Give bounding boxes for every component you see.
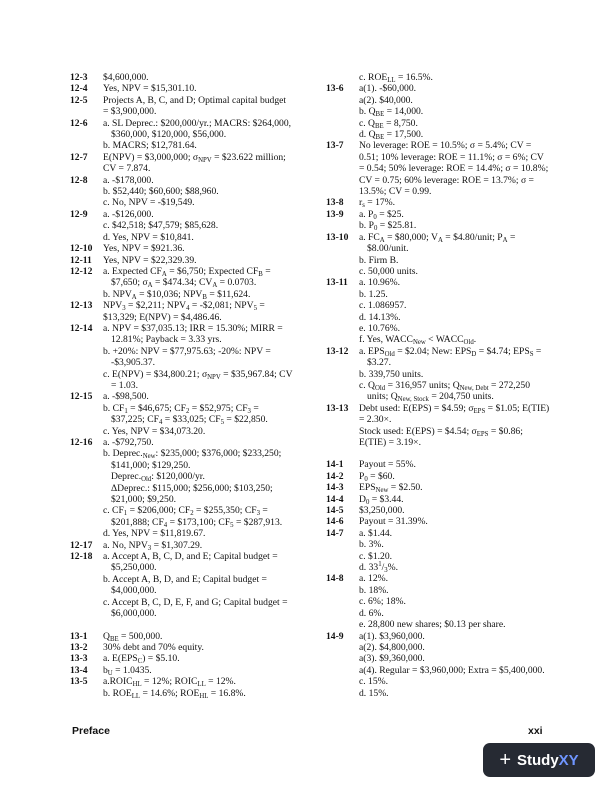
answer-line: a(2). $40,000.: [359, 94, 413, 106]
page-number: xxi: [528, 725, 543, 737]
answer-text: [103, 95, 315, 118]
problem-number: 12-12: [70, 265, 93, 277]
answer-line: a. NPV = $37,035.13; IRR = 15.30%; MIRR =: [103, 322, 283, 334]
answer-line: $21,000; $9,250.: [111, 494, 177, 506]
answer-line: CV = 7.874.: [103, 163, 151, 175]
answer-text: [359, 346, 566, 403]
answer-line: b. 339,750 units.: [359, 368, 424, 380]
answer-text: [359, 209, 566, 232]
answer-line: d. Yes, NPV = $11,819.67.: [103, 528, 206, 540]
answer-entry: [326, 471, 566, 482]
answer-entry: [70, 676, 315, 699]
answer-line: Debt used: E(EPS) = $4.59; $\sigma_{EPS}$ = $1.05; E(TIE): [359, 402, 550, 415]
answer-line: e. 10.76%.: [359, 322, 401, 334]
answer-line: c. E(NPV) = $34,800.21; $\sigma_{NPV}$ = $35,967.84; CV: [103, 368, 293, 381]
answer-line: c. $42,518; $47,579; $85,628.: [103, 220, 219, 232]
problem-number: 12-18: [70, 551, 93, 563]
answer-line: Projects A, B, C, and D; Optimal capital budget: [103, 94, 287, 106]
answer-entry: [326, 232, 566, 278]
answer-text: [103, 665, 315, 676]
answer-line: c. $1.20.: [359, 550, 393, 562]
answer-line: a. -$792,750.: [103, 437, 154, 448]
answer-line: c. $ROE_{LL} = 16.5\%$.: [359, 72, 433, 84]
problem-number: 12-8: [70, 174, 88, 186]
answer-text: [103, 551, 315, 619]
answer-entry: [326, 197, 566, 208]
answer-entry: [326, 72, 566, 83]
answer-line: d. 14.13%.: [359, 311, 401, 323]
studyxy-badge[interactable]: [483, 743, 595, 777]
answer-line: $141,000; $129,250.: [111, 459, 191, 471]
answer-line: $201,888; $CF_4$ = $173,100; $CF_5$ = $287,913.: [111, 516, 283, 529]
answer-line: $13,329; E(NPV) = $4,486.46.: [103, 311, 222, 323]
answer-text: [103, 72, 315, 83]
answer-text: [103, 653, 315, 664]
answer-entry: [326, 494, 566, 505]
answer-entry: [326, 505, 566, 516]
problem-number: 14-7: [326, 527, 344, 539]
problem-number: 13-1: [70, 630, 88, 642]
answer-entry: [70, 118, 315, 152]
answer-entry: [70, 653, 315, 664]
answer-text: [359, 494, 566, 505]
answer-line: units; $Q_{New, Stock} = 204,750$ units.: [367, 391, 494, 404]
answer-line: c. 15%.: [359, 676, 389, 688]
answer-line: b. 1.25.: [359, 288, 388, 300]
problem-number: 12-17: [70, 539, 93, 551]
answer-entry: [70, 83, 315, 94]
answer-text: [103, 118, 315, 152]
answer-line: c. $CF_1$ = $206,000; $CF_2$ = $255,350; $CF_3$ =: [103, 505, 268, 518]
answer-text: [103, 631, 315, 642]
answer-line: E(NPV) = $3,000,000; $\sigma_{NPV}$ = $23.622 million;: [103, 151, 286, 164]
answer-entry: [70, 266, 315, 300]
answer-line: d. $33^1/_3\%$.: [359, 561, 399, 575]
problem-number: 12-14: [70, 322, 93, 334]
answer-entry: [326, 140, 566, 197]
answer-line: $7,650; $\sigma_A$ = $474.34; $CV_A = 0.0703$.: [111, 277, 257, 290]
answer-line: $Deprec._{Old}$: $120,000/yr.: [111, 471, 205, 484]
answer-text: [359, 232, 566, 278]
answer-line: d. 6%.: [359, 607, 384, 619]
footer-section-title: Preface: [72, 725, 110, 737]
answer-line: c. 1.086957.: [359, 300, 407, 312]
answer-entry: [70, 95, 315, 118]
answer-line: d. Yes, NPV = $10,841.: [103, 231, 194, 243]
answer-line: a(1). -$60,000.: [359, 83, 417, 95]
answer-line: $3,250,000.: [359, 505, 405, 517]
answer-line: $a.ROIC_{HL} = 12\%$; $ROIC_{LL} = 12\%$.: [103, 676, 236, 689]
answer-line: $360,000, $120,000, $56,000.: [111, 129, 227, 141]
answer-entry: [326, 482, 566, 493]
answer-line: a. -$98,500.: [103, 391, 149, 403]
problem-number: 13-7: [326, 140, 344, 152]
answer-line: d. 15%.: [359, 687, 389, 699]
answer-line: Stock used: E(EPS) = $4.54; $\sigma_{EPS}$ = $0.86;: [359, 425, 523, 438]
answer-line: Payout = 31.39%.: [359, 516, 428, 528]
problem-number: 13-8: [326, 197, 344, 209]
answer-line: $3.27.: [367, 357, 391, 369]
answer-line: 0.51; 10% leverage: ROE = 11.1%; σ = 6%; CV: [359, 151, 544, 163]
answer-line: a. $1.44.: [359, 527, 393, 539]
problem-number: 13-5: [70, 676, 88, 688]
answer-line: $NPV_3$ = $2,211; $NPV_4$ = -$2,081; $NPV_5$ =: [103, 300, 265, 313]
answer-entry: [326, 459, 566, 470]
answer-entry: [70, 175, 315, 209]
answer-line: = $3,900,000.: [103, 106, 157, 118]
answer-line: $b_U = 1.0435$.: [103, 664, 152, 677]
answer-entry: [326, 83, 566, 140]
answer-line: b. $ROE_{LL} = 14.6\%$; $ROE_{HL} = 16.8\%$.: [103, 687, 246, 700]
answer-text: [103, 255, 315, 266]
problem-number: 13-11: [326, 277, 348, 289]
answer-line: c. $Q_{BE} = 8,750$.: [359, 117, 418, 130]
problem-number: 13-4: [70, 664, 88, 676]
answer-line: b. Firm B.: [359, 254, 399, 266]
answer-line: a(2). $4,800,000.: [359, 641, 425, 653]
answer-line: $D_0$ = $3.44.: [359, 493, 404, 506]
answer-line: $6,000,000.: [111, 608, 157, 620]
answer-line: c. Accept B, C, D, E, F, and G; Capital budget =: [103, 596, 288, 608]
answer-line: b. 3%.: [359, 539, 384, 551]
problem-number: 12-15: [70, 391, 93, 403]
answer-entry: [70, 437, 315, 540]
problem-number: 12-7: [70, 151, 88, 163]
answer-line: a. Expected $CF_A$ = $6,750; Expected $CF_B$ =: [103, 265, 271, 278]
answer-entry: [70, 631, 315, 642]
answer-line: a(3). $9,360,000.: [359, 653, 425, 665]
problem-number: 12-10: [70, 243, 93, 255]
answer-entry: [326, 209, 566, 232]
answer-entry: [70, 391, 315, 437]
answer-line: c. Yes, NPV = $34,073.20.: [103, 425, 206, 437]
answer-text: [103, 540, 315, 551]
answer-entry: [326, 631, 566, 699]
problem-number: 12-4: [70, 83, 88, 95]
answer-entry: [326, 528, 566, 574]
answer-line: -$3,905.37.: [111, 357, 155, 369]
answer-line: $8.00/unit.: [367, 243, 409, 255]
answer-line: b. $P_0$ = $25.81.: [359, 220, 417, 233]
answer-line: E(TIE) = 3.19×.: [359, 437, 421, 448]
answer-text: [359, 140, 566, 197]
answer-text: [359, 631, 566, 699]
problem-number: 14-2: [326, 470, 344, 482]
answer-line: a. $EPS_{Old}$ = $2.04; New: $EPS_D$ = $4.74; $EPS_S$ =: [359, 345, 542, 358]
answer-line: c. $Q_{Old} = 316,957$ units; $Q_{New, Debt} = 272,250$: [359, 379, 531, 392]
answer-entry: [326, 403, 566, 449]
answer-line: No leverage: ROE = 10.5%; σ = 5.4%; CV =: [359, 140, 532, 152]
problem-number: 13-13: [326, 402, 349, 414]
answer-line: 30% debt and 70% equity.: [103, 641, 204, 653]
answer-text: [103, 266, 315, 300]
answer-line: a. $P_0$ = $25.: [359, 208, 404, 221]
answer-line: b. $CF_1$ = $46,675; $CF_2$ = $52,975; $CF_3$ =: [103, 402, 259, 415]
answer-line: a. $FC_A$ = $80,000; $V_A$ = $4.80/unit; $P_A$ =: [359, 231, 516, 244]
answer-line: 12.81%; Payback = 3.33 yrs.: [111, 334, 222, 346]
answer-line: 13.5%; CV = 0.99.: [359, 186, 432, 198]
answer-text: [103, 437, 315, 540]
answer-line: b. $52,440; $60,600; $88,960.: [103, 186, 219, 198]
answer-entry: [326, 277, 566, 345]
answer-line: b. $Deprec._{New}$: $235,000; $376,000; $233,250;: [103, 448, 282, 461]
badge-text: StudyXY: [517, 751, 579, 769]
plus-icon: +: [499, 749, 511, 771]
answer-line: = 1.03.: [111, 379, 138, 391]
answer-entry: [70, 551, 315, 619]
answer-line: b. 18%.: [359, 584, 389, 596]
answer-line: a. 12%.: [359, 573, 389, 585]
answer-text: [359, 72, 566, 83]
section-gap: [70, 620, 315, 631]
answer-line: a. -$126,000.: [103, 208, 154, 220]
answer-text: [359, 471, 566, 482]
answer-line: a. -$178,000.: [103, 174, 154, 186]
problem-number: 12-11: [70, 254, 92, 266]
answer-line: Yes, NPV = $15,301.10.: [103, 83, 197, 95]
answer-entry: [70, 72, 315, 83]
answer-entry: [326, 573, 566, 630]
answer-text: [359, 459, 566, 470]
answer-column-right: [326, 72, 566, 699]
answer-entry: [326, 346, 566, 403]
answer-line: Payout = 55%.: [359, 459, 416, 471]
answer-line: a. No, $NPV_3$ = $1,307.29.: [103, 539, 203, 552]
answer-text: [359, 403, 566, 449]
problem-number: 14-5: [326, 505, 344, 517]
answer-line: c. No, NPV = -$19,549.: [103, 197, 195, 209]
problem-number: 14-3: [326, 482, 344, 494]
answer-entry: [70, 255, 315, 266]
answer-line: CV = 0.75; 60% leverage: ROE = 13.7%; σ =: [359, 174, 534, 186]
answer-text: [359, 573, 566, 630]
answer-line: a. Accept A, B, C, D, and E; Capital budget =: [103, 551, 278, 563]
answer-text: [103, 209, 315, 243]
answer-line: $4,000,000.: [111, 585, 157, 597]
answer-line: $r_s = 17\%$.: [359, 197, 396, 210]
answer-line: e. 28,800 new shares; $0.13 per share.: [359, 619, 506, 631]
problem-number: 12-16: [70, 437, 93, 448]
answer-entry: [70, 642, 315, 653]
problem-number: [326, 72, 359, 83]
problem-number: 14-8: [326, 573, 344, 585]
answer-line: Yes, NPV = $921.36.: [103, 243, 185, 255]
answer-entry: [70, 665, 315, 676]
answer-line: b. Accept A, B, D, and E; Capital budget =: [103, 573, 267, 585]
answer-entry: [70, 152, 315, 175]
answer-line: $Q_{BE} = 500,000$.: [103, 630, 163, 643]
problem-number: 12-13: [70, 300, 93, 312]
answer-entry: [70, 209, 315, 243]
answer-line: a(1). $3,960,000.: [359, 630, 425, 642]
problem-number: 12-5: [70, 94, 88, 106]
answer-line: $37,225; $CF_4$ = $33,025; $CF_5$ = $22,850.: [111, 414, 268, 427]
answer-entry: [70, 243, 315, 254]
answer-text: [359, 482, 566, 493]
answer-text: [103, 152, 315, 175]
answer-text: [103, 391, 315, 437]
answer-line: a. $E(EPS_C)$ = $5.10.: [103, 653, 180, 666]
answer-text: [103, 676, 315, 699]
answer-line: = 2.30×.: [359, 414, 392, 426]
answer-text: [103, 323, 315, 391]
answer-column-left: [70, 72, 315, 699]
problem-number: 14-9: [326, 630, 344, 642]
answer-text: [359, 516, 566, 527]
answer-line: Yes, NPV = $22,329.39.: [103, 254, 197, 266]
answer-text: [103, 243, 315, 254]
answer-line: f. Yes, $WACC_{New}$ < $WACC_{Old}$.: [359, 334, 477, 347]
answer-text: [359, 83, 566, 140]
answer-entry: [326, 516, 566, 527]
problem-number: 12-6: [70, 117, 88, 129]
answer-text: [359, 277, 566, 345]
answer-line: a. SL Deprec.: $200,000/yr.; MACRS: $264,000,: [103, 117, 292, 129]
problem-number: 14-4: [326, 493, 344, 505]
problem-number: 14-6: [326, 516, 344, 528]
answer-text: [103, 642, 315, 653]
answer-text: [103, 175, 315, 209]
answer-entry: [70, 540, 315, 551]
answer-text: [359, 505, 566, 516]
answer-text: [103, 83, 315, 94]
answer-line: $5,250,000.: [111, 562, 157, 574]
answer-line: a(4). Regular = $3,960,000; Extra = $5,400,000.: [359, 664, 545, 676]
problem-number: 14-1: [326, 459, 344, 471]
answer-entry: [70, 300, 315, 323]
answer-line: b. $Q_{BE} = 14,000$.: [359, 106, 424, 119]
answer-line: $EPS_{New}$ = $2.50.: [359, 482, 423, 495]
problem-number: 13-9: [326, 208, 344, 220]
answer-line: a. 10.96%.: [359, 277, 401, 289]
answer-line: ΔDeprec.: $115,000; $256,000; $103,250;: [111, 482, 273, 494]
answer-line: c. 6%; 18%.: [359, 596, 406, 608]
problem-number: 13-10: [326, 231, 349, 243]
answer-text: [359, 197, 566, 208]
answer-line: b. +20%: NPV = $77,975.63; -20%: NPV =: [103, 345, 271, 357]
answer-line: $4,600,000.: [103, 72, 149, 83]
problem-number: 13-12: [326, 345, 349, 357]
problem-number: 13-2: [70, 641, 88, 653]
answer-text: [359, 528, 566, 574]
answer-text: [103, 300, 315, 323]
problem-number: 12-3: [70, 72, 88, 83]
section-gap: [326, 448, 566, 459]
answer-line: = 0.54; 50% leverage: ROE = 14.4%; σ = 10.8%;: [359, 163, 549, 175]
problem-number: 12-9: [70, 208, 88, 220]
answer-line: b. $NPV_A$ = $10,036; $NPV_B$ = $11,624.: [103, 288, 251, 301]
answer-line: c. 50,000 units.: [359, 265, 418, 277]
answer-line: d. $Q_{BE} = 17,500$.: [359, 129, 424, 142]
answer-entry: [70, 323, 315, 391]
problem-number: 13-6: [326, 83, 344, 95]
answer-line: b. MACRS; $12,781.64.: [103, 140, 197, 152]
answer-line: $P_0$ = $60.: [359, 470, 395, 483]
problem-number: 13-3: [70, 653, 88, 665]
